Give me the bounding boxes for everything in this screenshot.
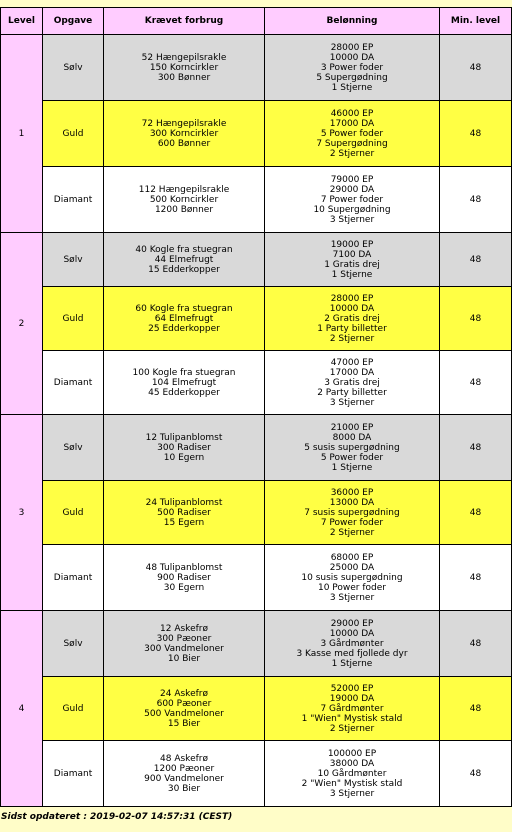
reward-cell	[265, 351, 440, 415]
required-item: 1200 Bønner	[154, 204, 214, 215]
required-cell	[104, 287, 265, 351]
reward-item: 19000 EP	[330, 239, 374, 250]
header-task: Opgave	[43, 8, 104, 35]
required-cell	[104, 233, 265, 287]
header-min-level: Min. level	[440, 8, 512, 35]
reward-item: 28000 EP	[330, 42, 374, 53]
task-type-cell: Guld	[43, 101, 104, 167]
level-cell: 3	[1, 415, 43, 611]
required-cell	[104, 35, 265, 101]
required-cell	[104, 481, 265, 545]
reward-item: 3 Power foder	[320, 62, 384, 73]
min-level-cell: 48	[440, 287, 512, 351]
reward-item: 1 Stjerne	[331, 82, 373, 93]
required-item: 112 Hængepilsrakle	[138, 184, 230, 195]
required-cell	[104, 677, 265, 741]
min-level-cell: 48	[440, 35, 512, 101]
reward-item: 5 Power foder	[320, 452, 384, 463]
level-cell: 2	[1, 233, 43, 415]
level-cell: 1	[1, 35, 43, 233]
required-item: 100 Kogle fra stuegran	[132, 367, 236, 378]
reward-item: 52000 EP	[330, 683, 374, 694]
min-level-cell: 48	[440, 101, 512, 167]
header-level: Level	[1, 8, 43, 35]
required-item: 600 Bønner	[157, 138, 211, 149]
task-type-cell: Diamant	[43, 351, 104, 415]
reward-item: 7100 DA	[332, 249, 372, 260]
task-type-cell: Sølv	[43, 415, 104, 481]
reward-item: 7 Power foder	[320, 517, 384, 528]
required-item: 72 Hængepilsrakle	[141, 118, 227, 129]
required-item: 45 Edderkopper	[148, 387, 220, 398]
task-type-cell: Sølv	[43, 233, 104, 287]
task-type-cell: Guld	[43, 287, 104, 351]
min-level-cell: 48	[440, 233, 512, 287]
reward-item: 7 Power foder	[320, 194, 384, 205]
reward-item: 5 Supergødning	[316, 72, 388, 83]
reward-item: 1 Stjerne	[331, 658, 373, 669]
required-item: 10 Egern	[163, 452, 205, 463]
reward-item: 10 Power foder	[317, 582, 386, 593]
task-type-cell: Guld	[43, 677, 104, 741]
reward-item: 10 susis supergødning	[301, 572, 403, 583]
required-item: 24 Askefrø	[160, 688, 208, 699]
required-item: 600 Pæoner	[156, 698, 212, 709]
reward-item: 5 susis supergødning	[304, 442, 400, 453]
reward-item: 10 Gårdmønter	[317, 768, 387, 779]
min-level-cell: 48	[440, 677, 512, 741]
reward-item: 10000 DA	[329, 628, 375, 639]
reward-item: 46000 EP	[330, 108, 374, 119]
table-row	[1, 611, 512, 677]
required-cell	[104, 167, 265, 233]
reward-cell	[265, 35, 440, 101]
reward-item: 68000 EP	[330, 552, 374, 563]
table-row	[1, 415, 512, 481]
reward-item: 13000 DA	[329, 497, 375, 508]
task-type-cell: Diamant	[43, 167, 104, 233]
reward-item: 21000 EP	[330, 422, 374, 433]
reward-cell	[265, 741, 440, 807]
reward-cell	[265, 481, 440, 545]
required-item: 44 Elmefrugt	[154, 254, 214, 265]
reward-item: 29000 EP	[330, 618, 374, 629]
reward-item: 2 Gratis drej	[324, 313, 380, 324]
reward-cell	[265, 101, 440, 167]
min-level-cell: 48	[440, 351, 512, 415]
reward-item: 10000 DA	[329, 52, 375, 63]
reward-item: 3 Stjerner	[329, 214, 375, 225]
reward-item: 100000 EP	[327, 748, 377, 759]
reward-item: 1 "Wien" Mystisk stald	[301, 713, 403, 724]
required-item: 30 Bier	[167, 783, 201, 794]
table-row	[1, 101, 512, 167]
table-row	[1, 481, 512, 545]
required-cell	[104, 545, 265, 611]
reward-item: 2 "Wien" Mystisk stald	[301, 778, 403, 789]
required-cell	[104, 351, 265, 415]
reward-item: 7 Gårdmønter	[320, 703, 384, 714]
reward-item: 2 Stjerner	[329, 148, 375, 159]
required-item: 1200 Pæoner	[153, 763, 215, 774]
required-item: 500 Radiser	[157, 507, 211, 518]
required-item: 500 Korncirkler	[149, 194, 219, 205]
required-item: 40 Kogle fra stuegran	[135, 244, 233, 255]
task-type-cell: Sølv	[43, 611, 104, 677]
required-item: 300 Pæoner	[156, 633, 212, 644]
reward-table	[0, 7, 512, 807]
level-cell: 4	[1, 611, 43, 807]
required-item: 52 Hængepilsrakle	[141, 52, 227, 63]
reward-item: 2 Stjerner	[329, 723, 375, 734]
reward-item: 17000 DA	[329, 367, 375, 378]
reward-cell	[265, 415, 440, 481]
reward-item: 2 Party billetter	[317, 387, 387, 398]
min-level-cell: 48	[440, 741, 512, 807]
reward-item: 38000 DA	[329, 758, 375, 769]
reward-cell	[265, 287, 440, 351]
reward-item: 3 Gratis drej	[324, 377, 380, 388]
reward-item: 3 Stjerner	[329, 788, 375, 799]
table-row	[1, 677, 512, 741]
min-level-cell: 48	[440, 545, 512, 611]
required-item: 300 Radiser	[157, 442, 211, 453]
reward-item: 28000 EP	[330, 293, 374, 304]
reward-item: 47000 EP	[330, 357, 374, 368]
last-updated: Sidst opdateret : 2019-02-07 14:57:31 (CEST)	[1, 812, 233, 822]
reward-cell	[265, 545, 440, 611]
required-item: 48 Askefrø	[160, 753, 208, 764]
min-level-cell: 48	[440, 415, 512, 481]
required-cell	[104, 741, 265, 807]
table-body	[1, 35, 512, 807]
table-row	[1, 287, 512, 351]
required-item: 15 Egern	[163, 517, 205, 528]
required-item: 30 Egern	[163, 582, 205, 593]
reward-item: 5 Power foder	[320, 128, 384, 139]
table-row	[1, 351, 512, 415]
reward-item: 7 susis supergødning	[304, 507, 400, 518]
reward-item: 79000 EP	[330, 174, 374, 185]
required-item: 10 Bier	[167, 653, 201, 664]
reward-item: 2 Stjerner	[329, 333, 375, 344]
reward-item: 29000 DA	[329, 184, 375, 195]
required-item: 104 Elmefrugt	[151, 377, 217, 388]
min-level-cell: 48	[440, 481, 512, 545]
table-row	[1, 233, 512, 287]
required-item: 500 Vandmeloner	[144, 708, 224, 719]
min-level-cell: 48	[440, 611, 512, 677]
reward-item: 25000 DA	[329, 562, 375, 573]
required-item: 300 Vandmeloner	[144, 643, 224, 654]
task-type-cell: Diamant	[43, 741, 104, 807]
header-reward: Belønning	[265, 8, 440, 35]
table-row	[1, 741, 512, 807]
required-item: 300 Korncirkler	[149, 128, 219, 139]
reward-item: 19000 DA	[329, 693, 375, 704]
task-type-cell: Diamant	[43, 545, 104, 611]
reward-cell	[265, 233, 440, 287]
required-item: 15 Edderkopper	[148, 264, 220, 275]
required-item: 150 Korncirkler	[149, 62, 219, 73]
reward-cell	[265, 611, 440, 677]
required-item: 24 Tulipanblomst	[145, 497, 223, 508]
reward-cell	[265, 677, 440, 741]
reward-item: 1 Party billetter	[317, 323, 387, 334]
reward-item: 7 Supergødning	[316, 138, 388, 149]
required-item: 12 Askefrø	[160, 623, 208, 634]
reward-item: 3 Stjerner	[329, 592, 375, 603]
reward-cell	[265, 167, 440, 233]
reward-item: 3 Gårdmønter	[320, 638, 384, 649]
reward-item: 10000 DA	[329, 303, 375, 314]
required-item: 25 Edderkopper	[148, 323, 220, 334]
header-required: Krævet forbrug	[104, 8, 265, 35]
reward-item: 10 Supergødning	[313, 204, 391, 215]
reward-item: 17000 DA	[329, 118, 375, 129]
required-item: 900 Radiser	[157, 572, 211, 583]
reward-item: 1 Stjerne	[331, 462, 373, 473]
required-cell	[104, 611, 265, 677]
required-item: 900 Vandmeloner	[144, 773, 224, 784]
table-row	[1, 167, 512, 233]
required-item: 300 Bønner	[157, 72, 211, 83]
reward-item: 1 Gratis drej	[324, 259, 380, 270]
min-level-cell: 48	[440, 167, 512, 233]
reward-item: 3 Kasse med fjollede dyr	[296, 648, 408, 659]
reward-item: 1 Stjerne	[331, 269, 373, 280]
reward-item: 3 Stjerner	[329, 397, 375, 408]
required-item: 64 Elmefrugt	[154, 313, 214, 324]
required-item: 15 Bier	[167, 718, 201, 729]
task-type-cell: Sølv	[43, 35, 104, 101]
required-cell	[104, 415, 265, 481]
reward-item: 2 Stjerner	[329, 527, 375, 538]
reward-item: 36000 EP	[330, 487, 374, 498]
required-item: 48 Tulipanblomst	[145, 562, 223, 573]
table-row	[1, 35, 512, 101]
header-row	[1, 8, 512, 35]
task-type-cell: Guld	[43, 481, 104, 545]
reward-item: 8000 DA	[332, 432, 372, 443]
required-item: 12 Tulipanblomst	[145, 432, 223, 443]
required-cell	[104, 101, 265, 167]
required-item: 60 Kogle fra stuegran	[135, 303, 233, 314]
table-row	[1, 545, 512, 611]
